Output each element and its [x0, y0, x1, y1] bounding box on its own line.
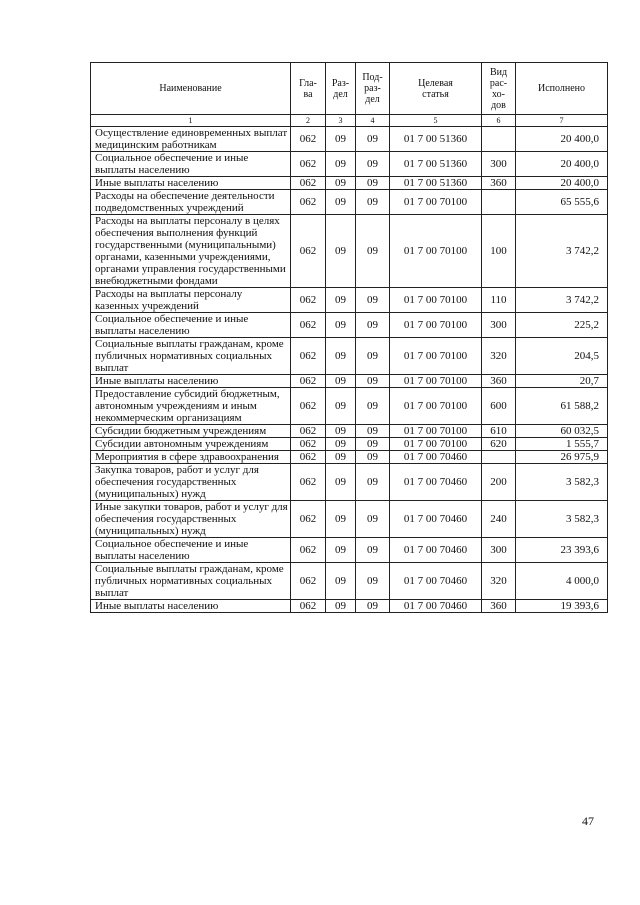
column-number-row: [91, 115, 608, 127]
row-target: 01 7 00 51360: [390, 127, 482, 152]
row-amount: 3 582,3: [516, 464, 608, 501]
row-glava: 062: [291, 451, 326, 464]
row-glava: 062: [291, 127, 326, 152]
row-razdel: 09: [326, 288, 356, 313]
row-amount: 61 588,2: [516, 388, 608, 425]
row-razdel: 09: [326, 338, 356, 375]
row-razdel: 09: [326, 190, 356, 215]
table-row: [91, 127, 608, 152]
row-vid: 610: [482, 425, 516, 438]
row-vid: 300: [482, 152, 516, 177]
table-row: [91, 451, 608, 464]
row-vid: 300: [482, 313, 516, 338]
row-razdel: 09: [326, 127, 356, 152]
row-target: 01 7 00 70100: [390, 313, 482, 338]
table-row: [91, 338, 608, 375]
table-row: [91, 425, 608, 438]
row-glava: 062: [291, 313, 326, 338]
row-razdel: 09: [326, 451, 356, 464]
row-amount: 20,7: [516, 375, 608, 388]
row-name: Социальные выплаты гражданам, кроме публичных нормативных социальных выплат: [91, 338, 291, 375]
row-podrazdel: 09: [356, 375, 390, 388]
row-razdel: 09: [326, 177, 356, 190]
row-target: 01 7 00 70460: [390, 563, 482, 600]
row-glava: 062: [291, 375, 326, 388]
row-target: 01 7 00 70460: [390, 464, 482, 501]
row-podrazdel: 09: [356, 501, 390, 538]
row-podrazdel: 09: [356, 388, 390, 425]
row-target: 01 7 00 70460: [390, 451, 482, 464]
row-podrazdel: 09: [356, 152, 390, 177]
row-podrazdel: 09: [356, 313, 390, 338]
row-name: Осуществление единовременных выплат медицинским работникам: [91, 127, 291, 152]
header-name: Наименование: [91, 63, 291, 115]
table-row: [91, 288, 608, 313]
column-number: 6: [482, 115, 516, 127]
table-row: [91, 152, 608, 177]
row-name: Иные выплаты населению: [91, 375, 291, 388]
header-glava: Гла- ва: [291, 63, 326, 115]
row-podrazdel: 09: [356, 451, 390, 464]
row-vid: 100: [482, 215, 516, 288]
row-glava: 062: [291, 215, 326, 288]
row-vid: 360: [482, 375, 516, 388]
header-razdel: Раз- дел: [326, 63, 356, 115]
row-vid: 300: [482, 538, 516, 563]
row-glava: 062: [291, 190, 326, 215]
row-vid: [482, 127, 516, 152]
row-name: Иные выплаты населению: [91, 600, 291, 613]
row-target: 01 7 00 70460: [390, 600, 482, 613]
row-podrazdel: 09: [356, 177, 390, 190]
row-glava: 062: [291, 464, 326, 501]
row-vid: 240: [482, 501, 516, 538]
row-name: Социальное обеспечение и иные выплаты населению: [91, 538, 291, 563]
row-amount: 3 742,2: [516, 215, 608, 288]
row-podrazdel: 09: [356, 288, 390, 313]
row-target: 01 7 00 70100: [390, 388, 482, 425]
row-glava: 062: [291, 600, 326, 613]
row-amount: 3 582,3: [516, 501, 608, 538]
table-row: [91, 388, 608, 425]
header-target: Целевая статья: [390, 63, 482, 115]
row-amount: 225,2: [516, 313, 608, 338]
row-glava: 062: [291, 563, 326, 600]
table-row: [91, 313, 608, 338]
row-podrazdel: 09: [356, 127, 390, 152]
row-glava: 062: [291, 177, 326, 190]
row-podrazdel: 09: [356, 464, 390, 501]
row-name: Мероприятия в сфере здравоохранения: [91, 451, 291, 464]
table-row: [91, 501, 608, 538]
row-razdel: 09: [326, 438, 356, 451]
row-glava: 062: [291, 438, 326, 451]
row-podrazdel: 09: [356, 563, 390, 600]
column-number: 2: [291, 115, 326, 127]
header-row: [91, 63, 608, 115]
row-razdel: 09: [326, 563, 356, 600]
row-vid: 320: [482, 563, 516, 600]
table-row: [91, 464, 608, 501]
row-vid: 200: [482, 464, 516, 501]
row-razdel: 09: [326, 313, 356, 338]
row-target: 01 7 00 51360: [390, 152, 482, 177]
table-row: [91, 215, 608, 288]
row-name: Расходы на обеспечение деятельности подведомственных учреждений: [91, 190, 291, 215]
row-glava: 062: [291, 288, 326, 313]
row-target: 01 7 00 70100: [390, 288, 482, 313]
row-target: 01 7 00 70100: [390, 215, 482, 288]
table-row: [91, 190, 608, 215]
row-vid: 110: [482, 288, 516, 313]
row-vid: 620: [482, 438, 516, 451]
column-number: 3: [326, 115, 356, 127]
budget-table: [90, 62, 608, 613]
row-amount: 60 032,5: [516, 425, 608, 438]
row-name: Предоставление субсидий бюджетным, автономным учреждениям и иным некоммерческим организациям: [91, 388, 291, 425]
row-target: 01 7 00 51360: [390, 177, 482, 190]
row-amount: 20 400,0: [516, 127, 608, 152]
row-razdel: 09: [326, 215, 356, 288]
row-razdel: 09: [326, 152, 356, 177]
table-row: [91, 177, 608, 190]
row-vid: 600: [482, 388, 516, 425]
row-podrazdel: 09: [356, 600, 390, 613]
row-target: 01 7 00 70100: [390, 190, 482, 215]
row-amount: 20 400,0: [516, 152, 608, 177]
header-vid: Вид рас- хо- дов: [482, 63, 516, 115]
row-vid: 360: [482, 177, 516, 190]
row-podrazdel: 09: [356, 338, 390, 375]
row-razdel: 09: [326, 501, 356, 538]
header-podrazdel: Под- раз- дел: [356, 63, 390, 115]
row-glava: 062: [291, 152, 326, 177]
row-vid: 360: [482, 600, 516, 613]
row-glava: 062: [291, 501, 326, 538]
row-target: 01 7 00 70100: [390, 438, 482, 451]
column-number: 7: [516, 115, 608, 127]
row-name: Закупка товаров, работ и услуг для обеспечения государственных (муниципальных) нужд: [91, 464, 291, 501]
table-row: [91, 600, 608, 613]
row-name: Иные выплаты населению: [91, 177, 291, 190]
column-number: 4: [356, 115, 390, 127]
row-amount: 26 975,9: [516, 451, 608, 464]
column-number: 1: [91, 115, 291, 127]
row-name: Расходы на выплаты персоналу казенных учреждений: [91, 288, 291, 313]
row-amount: 23 393,6: [516, 538, 608, 563]
row-name: Социальное обеспечение и иные выплаты населению: [91, 152, 291, 177]
row-glava: 062: [291, 425, 326, 438]
header-executed: Исполнено: [516, 63, 608, 115]
row-razdel: 09: [326, 600, 356, 613]
row-razdel: 09: [326, 388, 356, 425]
row-target: 01 7 00 70460: [390, 501, 482, 538]
row-vid: [482, 190, 516, 215]
row-target: 01 7 00 70100: [390, 425, 482, 438]
row-amount: 20 400,0: [516, 177, 608, 190]
row-vid: 320: [482, 338, 516, 375]
row-podrazdel: 09: [356, 190, 390, 215]
row-target: 01 7 00 70100: [390, 375, 482, 388]
row-name: Субсидии бюджетным учреждениям: [91, 425, 291, 438]
row-amount: 1 555,7: [516, 438, 608, 451]
row-name: Расходы на выплаты персоналу в целях обеспечения выполнения функций государственными (муниципальными) органами, казенными учреждениями, органами управления государственными внебюджетными фондами: [91, 215, 291, 288]
row-vid: [482, 451, 516, 464]
row-amount: 65 555,6: [516, 190, 608, 215]
row-amount: 204,5: [516, 338, 608, 375]
row-podrazdel: 09: [356, 438, 390, 451]
table-row: [91, 563, 608, 600]
row-razdel: 09: [326, 464, 356, 501]
row-target: 01 7 00 70100: [390, 338, 482, 375]
table-row: [91, 375, 608, 388]
row-amount: 4 000,0: [516, 563, 608, 600]
row-amount: 3 742,2: [516, 288, 608, 313]
table-row: [91, 538, 608, 563]
row-podrazdel: 09: [356, 215, 390, 288]
page-number: 47: [582, 814, 594, 828]
row-amount: 19 393,6: [516, 600, 608, 613]
row-podrazdel: 09: [356, 538, 390, 563]
row-name: Социальное обеспечение и иные выплаты населению: [91, 313, 291, 338]
row-glava: 062: [291, 338, 326, 375]
row-name: Иные закупки товаров, работ и услуг для обеспечения государственных (муниципальных) нужд: [91, 501, 291, 538]
row-name: Субсидии автономным учреждениям: [91, 438, 291, 451]
row-razdel: 09: [326, 538, 356, 563]
row-razdel: 09: [326, 375, 356, 388]
row-glava: 062: [291, 388, 326, 425]
row-razdel: 09: [326, 425, 356, 438]
column-number: 5: [390, 115, 482, 127]
row-target: 01 7 00 70460: [390, 538, 482, 563]
row-glava: 062: [291, 538, 326, 563]
row-name: Социальные выплаты гражданам, кроме публичных нормативных социальных выплат: [91, 563, 291, 600]
table-row: [91, 438, 608, 451]
row-podrazdel: 09: [356, 425, 390, 438]
